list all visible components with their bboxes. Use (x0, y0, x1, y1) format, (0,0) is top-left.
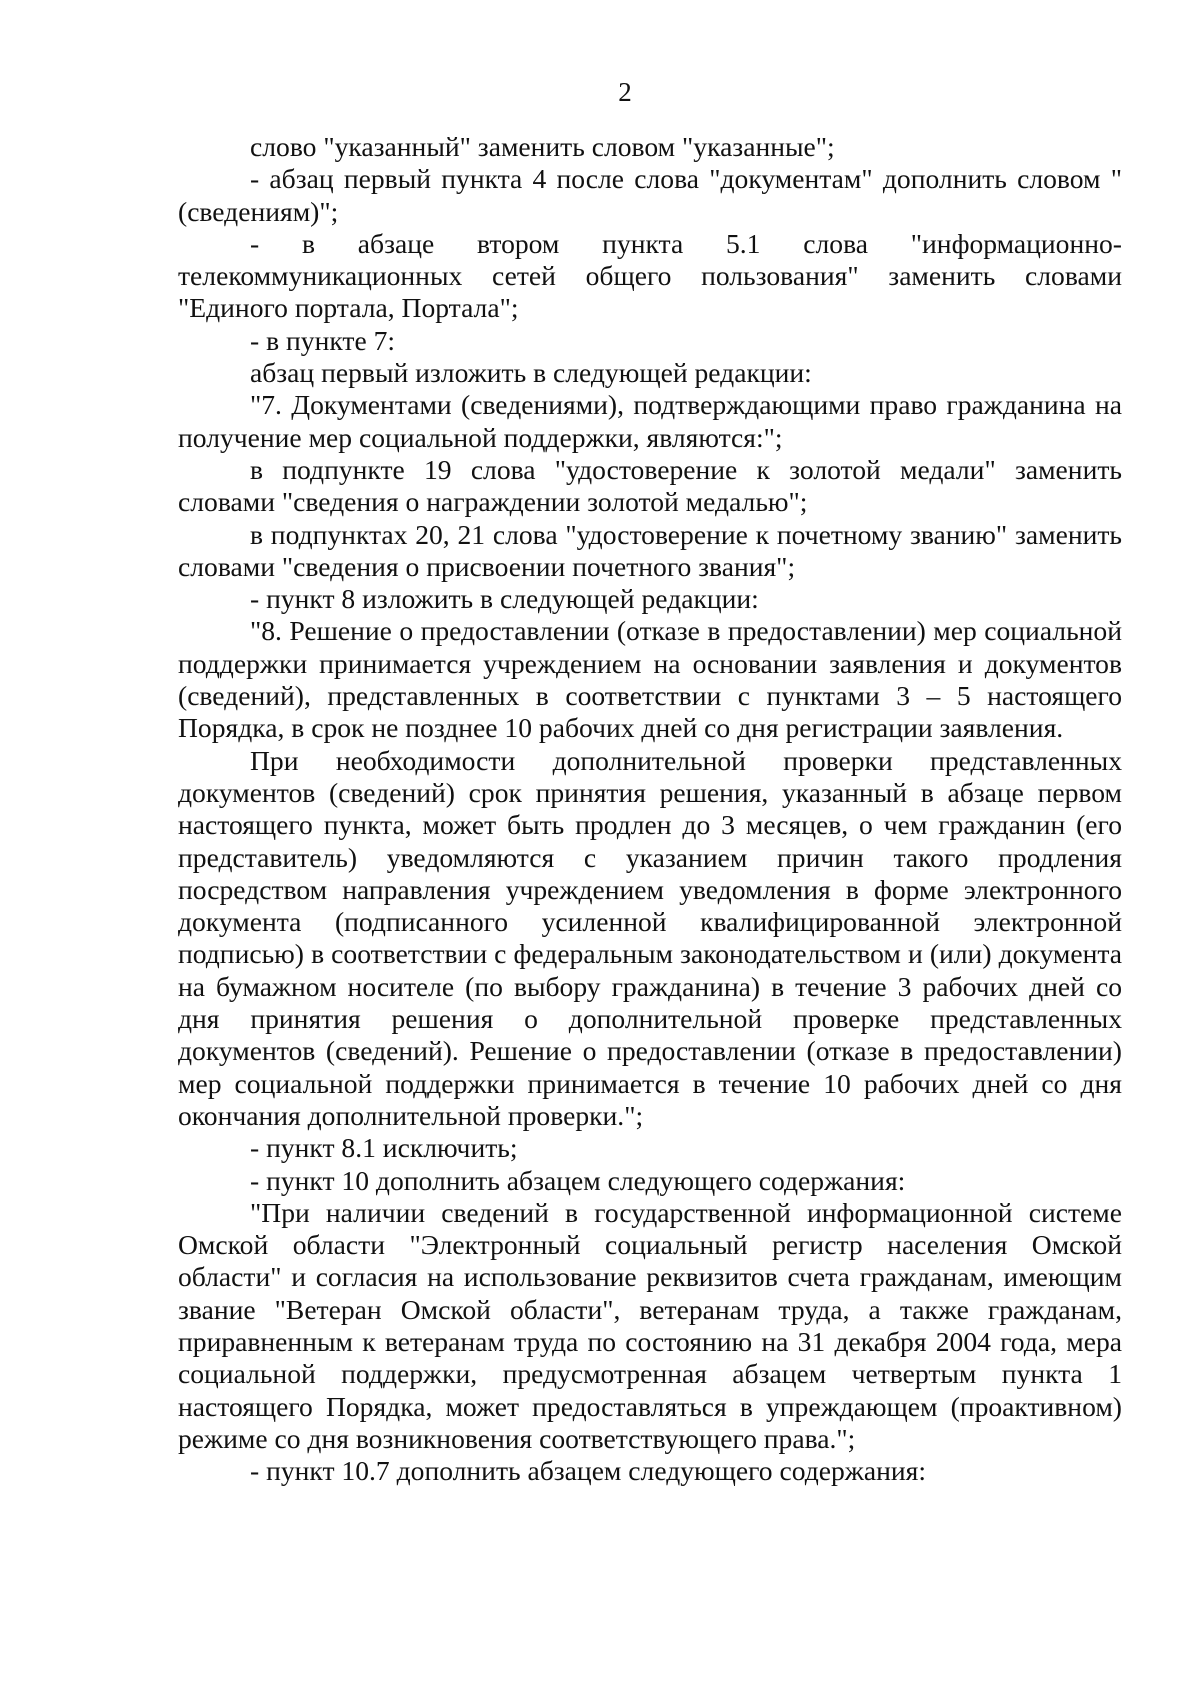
paragraph-13: - пункт 10 дополнить абзацем следующего содержания: (250, 1164, 906, 1196)
document-body (178, 131, 1122, 1487)
paragraph-4: - в пункте 7: (250, 324, 396, 356)
paragraph-9: - пункт 8 изложить в следующей редакции: (250, 583, 759, 615)
paragraph-6: "7. Документами (сведениями), подтверждающими право гражданина на получение мер социальной поддержки, являются:"; (178, 389, 1122, 453)
paragraph-3: - в абзаце втором пункта 5.1 слова "информационно-телекоммуникационных сетей общего пользования" заменить словами "Единого портала, Портала"; (178, 227, 1122, 324)
paragraph-5: абзац первый изложить в следующей редакции: (250, 357, 812, 389)
paragraph-11: При необходимости дополнительной проверки представленных документов (сведений) срок принятия решения, указанный в абзаце первом настоящего пункта, может быть продлен до 3 месяцев, о чем гражданин (его представитель) уведомляются с указанием причин такого продления посредством направления учреждением уведомления в форме электронного документа (подписанного усиленной квалифицированной электронной подписью) в соответствии с федеральным законодательством и (или) документа на бумажном носителе (по выбору гражданина) в течение 3 рабочих дней со дня принятия решения о дополнительной проверке представленных документов (сведений). Решение о предоставлении (отказе в предоставлении) мер социальной поддержки принимается в течение 10 рабочих дней со дня окончания дополнительной проверки."; (178, 744, 1122, 1131)
paragraph-12: - пункт 8.1 исключить; (250, 1132, 518, 1164)
page-number: 2 (618, 77, 632, 107)
paragraph-8: в подпунктах 20, 21 слова "удостоверение к почетному званию" заменить словами "сведения о присвоении почетного звания"; (178, 518, 1122, 582)
paragraph-15: - пункт 10.7 дополнить абзацем следующего содержания: (250, 1455, 927, 1487)
paragraph-14: "При наличии сведений в государственной информационной системе Омской области "Электронный социальный регистр населения Омской области" и согласия на использование реквизитов счета гражданам, имеющим звание "Ветеран Омской области", ветеранам труда, а также гражданам, приравненным к ветеранам труда по состоянию на 31 декабря 2004 года, мера социальной поддержки, предусмотренная абзацем четвертым пункта 1 настоящего Порядка, может предоставляться в упреждающем (проактивном) режиме со дня возникновения соответствующего права."; (178, 1196, 1122, 1454)
paragraph-10: "8. Решение о предоставлении (отказе в предоставлении) мер социальной поддержки принимается учреждением на основании заявления и документов (сведений), представленных в соответствии с пунктами 3 – 5 настоящего Порядка, в срок не позднее 10 рабочих дней со дня регистрации заявления. (178, 615, 1122, 744)
paragraph-1: слово "указанный" заменить словом "указанные"; (250, 131, 835, 162)
paragraph-2: - абзац первый пункта 4 после слова "документам" дополнить словом "(сведениям)"; (178, 163, 1122, 227)
paragraph-7: в подпункте 19 слова "удостоверение к золотой медали" заменить словами "сведения о награждении золотой медалью"; (178, 453, 1122, 518)
